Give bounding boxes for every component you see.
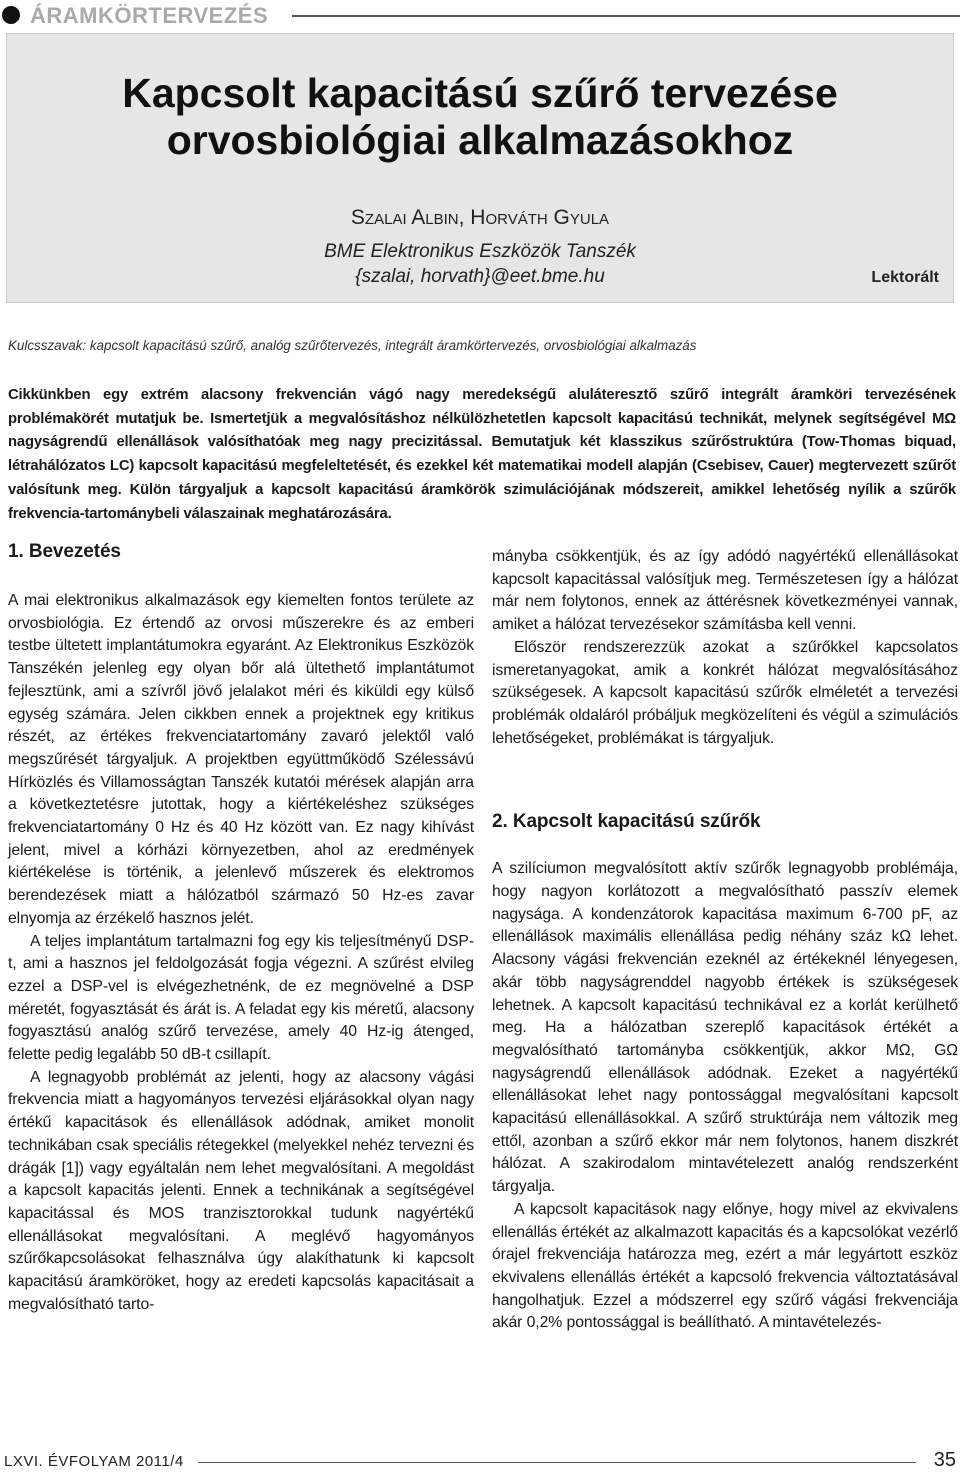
volume-label: LXVI. ÉVFOLYAM 2011/4 bbox=[4, 1453, 184, 1470]
paragraph: Először rendszerezzük azokat a szűrőkkel kapcsolatos ismeretanyagokat, amik a konkrét hálózat megvalósításához szükségesek. A kapcsolt kapacitású szűrők elméletét a tervezési problémák oldaláról próbáljuk megközelíteni és végül a szimulációs lehetőségeket, problémákat is tárgyaljuk. bbox=[492, 638, 958, 747]
right-column bbox=[492, 546, 958, 1335]
footer-rule bbox=[198, 1462, 916, 1463]
left-column bbox=[8, 540, 474, 1317]
paragraph: A szilíciumon megvalósított aktív szűrők legnagyobb problémája, hogy nagyon korlátozott a megvalósítható passzív elemek nagysága. A kondenzátorok kapacitása maximum 6-700 pF, az ellenállások maximális ellenállása pedig néhány száz kΩ lehet. Alacsony vágási frekvencián ezeknél az értékeknél lényegesen, akár több nagyságrenddel nagyobb értékek is szükségesek lehetnek. A kapcsolt kapacitású technikával ez a korlát kerülhető meg. Ha a hálózatban szereplő kapacitások értékét a megvalósítható tartományba csökkentjük, akkor MΩ, GΩ nagyságrendű ellenállások adódnak. Ezeket a nagyértékű ellenállásokat lehet nagy pontossággal megvalósítani kapcsolt kapacitású ellenállásokkal. A szűrő struktúrája nem változik meg ettől, azonban a szűrő ekkor már nem folytonos, hanem diszkrét hálózat. A szakirodalom mintavételezett analóg rendszerként tárgyalja. bbox=[492, 860, 958, 1196]
header-rule bbox=[292, 15, 960, 17]
review-status: Lektorált bbox=[871, 269, 939, 286]
title-box bbox=[6, 33, 954, 303]
paragraph: A mai elektronikus alkalmazások egy kiemelten fontos területe az orvosbiológia. Ez értendő az orvosi műszerekre és az emberi testbe ültetett implantátumokra egyaránt. Az Elektronikus Eszközök Tanszékén jelenleg egy olyan bőr alá ültethető implantátumot fejlesztünk, ami a szívről jövő jelalakot méri és kiküldi egy külső egység számára. Jelen cikkben ennek a projektnek egy kritikus részét, az értékes frekvenciatartomány zavaró jelektől való megszűrését tárgyaljuk. A projektben együttműködő Szélessávú Hírközlés és Villamosságtan Tanszék kutatói mérések alapján arra a következtetésre jutottak, hogy a kiértékeléshez szükséges frekvenciatartomány 0 Hz és 40 Hz között van. Ez nagy kihívást jelent, mivel a kórházi környezetben, ahol az eredmények kiértékelése is történik, a jelenlevő műszerek és elektromos berendezések miatt a hálózatból származó 50 Hz-es zavar elnyomja az érzékelő hasznos jelét. bbox=[8, 592, 474, 927]
keywords: Kulcsszavak: kapcsolt kapacitású szűrő, analóg szűrőtervezés, integrált áramkörtervezés, orvosbiológiai alkalmazás bbox=[8, 338, 697, 353]
section-label: ÁRAMKÖRTERVEZÉS bbox=[30, 3, 269, 28]
section-heading-switched-capacitor: 2. Kapcsolt kapacitású szűrők bbox=[492, 811, 761, 833]
affiliation: BME Elektronikus Eszközök Tanszék bbox=[324, 241, 636, 262]
article-title bbox=[7, 70, 953, 164]
title-line-2: orvosbiológiai alkalmazásokhoz bbox=[166, 117, 794, 163]
paragraph: mányba csökkentjük, és az így adódó nagyértékű ellenállásokat kapcsolt kapacitással valósítjuk meg. Természetesen így a hálózat már nem folytonos, ennek az áttérésnek következményei vannak, amiket a hálózat tervezésekor számításba kell venni. bbox=[492, 548, 958, 634]
authors: Szalai Albin, Horváth Gyula bbox=[350, 206, 610, 229]
paragraph: A kapcsolt kapacitások nagy előnye, hogy mivel az ekvivalens ellenállás értékét az alkalmazott kapacitás és a kapcsolókat vezérlő órajel frekvenciája határozza meg, ezért a már legyártott eszköz ekvivalens ellenállás értékét a kapcsoló frekvencia változtatásával hangolhatjuk. Ezzel a módszerrel egy szűrő vágási frekvenciája akár 0,2% pontossággal is beállítható. A mintavételezés- bbox=[492, 1200, 958, 1332]
page-footer bbox=[0, 1448, 960, 1477]
abstract: Cikkünkben egy extrém alacsony frekvencián vágó nagy meredekségű aluláteresztő szűrő integrált áramköri tervezésének problémakörét mutatjuk be. Ismertetjük a megvalósításhoz nélkülözhetetlen kapcsolt kapacitású technikát, melynek segítségével MΩ nagyságrendű ellenállások valósíthatóak meg nagy precizitással. Bemutatjuk két klasszikus szűrőstruktúra (Tow-Thomas biquad, létrahálózatos LC) kapcsolt kapacitású megfeleltetését, és ezekkel két matematikai modell alapján (Csebisev, Cauer) megtervezett szűrőt valósítunk meg. Külön tárgyaljuk a kapcsolt kapacitású áramkörök szimulációjának módszereit, amikkel lehetőség nyílik a szűrők frekvencia-tartománybeli válaszainak meghatározására. bbox=[8, 387, 956, 522]
section-header bbox=[0, 0, 960, 32]
bullet-icon bbox=[2, 6, 20, 24]
page-number: 35 bbox=[933, 1449, 956, 1471]
paragraph: A teljes implantátum tartalmazni fog egy kis teljesítményű DSP-t, ami a hasznos jel feldolgozását fogja végezni. A szűrést elvileg ezzel a DSP-vel is elvégezhetnénk, de ez megnövelné a DSP méretét, fogyasztását és árát is. A feladat egy kis méretű, alacsony fogyasztású analóg szűrő tervezése, amely 40 Hz-ig átenged, felette pedig legalább 50 dB-t csillapít. bbox=[8, 932, 474, 1064]
title-line-1: Kapcsolt kapacitású szűrő tervezése bbox=[122, 70, 838, 116]
section-heading-introduction: 1. Bevezetés bbox=[8, 541, 121, 562]
affiliation-block bbox=[7, 239, 953, 289]
author-email: {szalai, horvath}@eet.bme.hu bbox=[355, 266, 605, 287]
paragraph: A legnagyobb problémát az jelenti, hogy az alacsony vágási frekvencia miatt a hagyományos tervezési eljárásokkal olyan nagy értékű kapacitások és ellenállások adódnak, amiket monolit technikában csak speciális rétegekkel (melyekkel nehéz tervezni és drágák [1]) vagy egyáltalán nem lehet megvalósítani. A megoldást a kapcsolt kapacitás jelenti. Ennek a technikának a segítségével kapacitással és MOS tranzisztorokkal tudunk nagyértékű ellenállásokat megvalósítani. A meglévő hagyományos szűrőkapcsolásokat felhasználva úgy alakíthatunk ki kapcsolt kapacitású áramköröket, hogy az eredeti kapcsolás kapacitásait a megvalósítható tarto- bbox=[8, 1068, 474, 1313]
